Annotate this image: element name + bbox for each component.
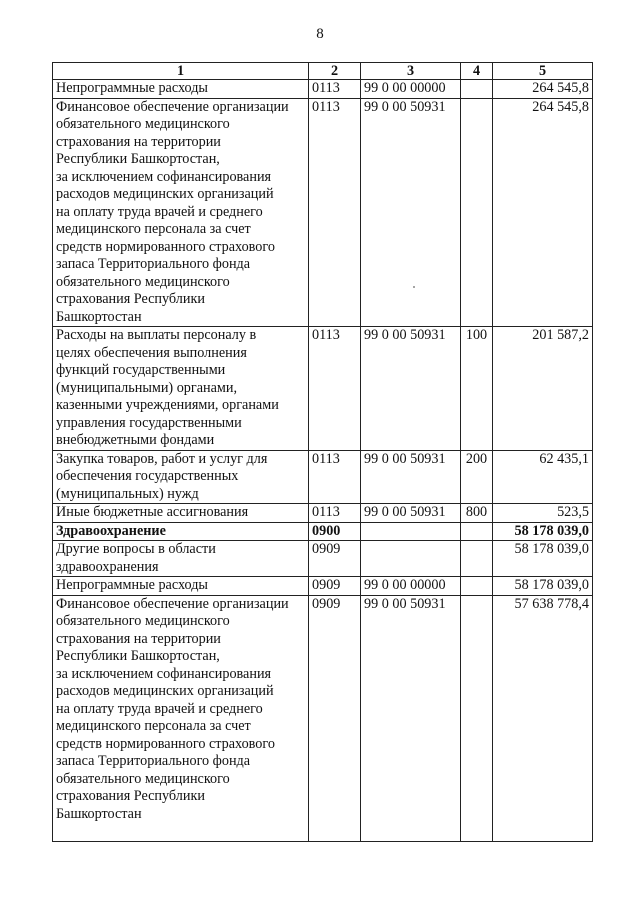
header-col-2: 2 (309, 63, 361, 80)
row-sum-cell: 264 545,8 (493, 98, 593, 327)
row-code-cell: 0113 (309, 98, 361, 327)
row-sum-cell: 58 178 039,0 (493, 541, 593, 577)
row-code-cell: 0909 (309, 541, 361, 577)
row-article-cell: 99 0 00 00000 (361, 80, 461, 99)
row-type-cell: 800 (461, 504, 493, 523)
row-name-cell: Финансовое обеспечение организации обязательного медицинского страхования на территории Республики Башкортостан, за исключением софинансирования расходов медицинских организаций на оплату труда врачей и среднего медицинского персонала за счет средств нормированного страхового запаса Территориального фонда обязательного медицинского страхования Республики Башкортостан (53, 595, 309, 842)
row-name-cell: Другие вопросы в области здравоохранения (53, 541, 309, 577)
row-code-cell: 0909 (309, 595, 361, 842)
table-row (53, 541, 593, 577)
row-article-cell: 99 0 00 00000 (361, 577, 461, 596)
row-name-cell: Иные бюджетные ассигнования (53, 504, 309, 523)
table-row (53, 98, 593, 327)
row-type-cell: 100 (461, 327, 493, 451)
row-article-cell: 99 0 00 50931 (361, 327, 461, 451)
row-article-cell: 99 0 00 50931 (361, 450, 461, 504)
row-code-cell: 0909 (309, 577, 361, 596)
row-name-cell: Непрограммные расходы (53, 577, 309, 596)
table-row (53, 595, 593, 842)
row-code-cell: 0113 (309, 327, 361, 451)
scan-speck (413, 286, 415, 288)
row-type-cell (461, 98, 493, 327)
row-sum-cell: 57 638 778,4 (493, 595, 593, 842)
row-article-cell (361, 522, 461, 541)
row-sum-cell: 58 178 039,0 (493, 577, 593, 596)
row-code-cell: 0900 (309, 522, 361, 541)
row-name-cell: Финансовое обеспечение организации обязательного медицинского страхования на территории Республики Башкортостан, за исключением софинансирования расходов медицинских организаций на оплату труда врачей и среднего медицинского персонала за счет средств нормированного страхового запаса Территориального фонда обязательного медицинского страхования Республики Башкортостан (53, 98, 309, 327)
row-name-cell: Здравоохранение (53, 522, 309, 541)
row-type-cell (461, 595, 493, 842)
row-code-cell: 0113 (309, 450, 361, 504)
row-sum-cell: 58 178 039,0 (493, 522, 593, 541)
table-row (53, 504, 593, 523)
header-col-5: 5 (493, 63, 593, 80)
row-sum-cell: 201 587,2 (493, 327, 593, 451)
row-sum-cell: 264 545,8 (493, 80, 593, 99)
budget-table (52, 62, 593, 842)
row-article-cell: 99 0 00 50931 (361, 504, 461, 523)
row-type-cell (461, 541, 493, 577)
row-code-cell: 0113 (309, 504, 361, 523)
row-name-cell: Расходы на выплаты персоналу в целях обеспечения выполнения функций государственными (муниципальными) органами, казенными учреждениями, органами управления государственными внебюджетными фондами (53, 327, 309, 451)
row-type-cell (461, 577, 493, 596)
row-article-cell: 99 0 00 50931 (361, 595, 461, 842)
table-row (53, 577, 593, 596)
row-type-cell: 200 (461, 450, 493, 504)
row-name-cell: Закупка товаров, работ и услуг для обеспечения государственных (муниципальных) нужд (53, 450, 309, 504)
table-row (53, 80, 593, 99)
table-row (53, 522, 593, 541)
row-name-cell: Непрограммные расходы (53, 80, 309, 99)
page-number: 8 (316, 26, 324, 42)
header-col-1: 1 (53, 63, 309, 80)
row-type-cell (461, 522, 493, 541)
row-sum-cell: 523,5 (493, 504, 593, 523)
header-col-4: 4 (461, 63, 493, 80)
row-sum-cell: 62 435,1 (493, 450, 593, 504)
row-code-cell: 0113 (309, 80, 361, 99)
table-row (53, 327, 593, 451)
header-col-3: 3 (361, 63, 461, 80)
row-article-cell: 99 0 00 50931 (361, 98, 461, 327)
table-row (53, 450, 593, 504)
row-type-cell (461, 80, 493, 99)
row-article-cell (361, 541, 461, 577)
table-header-row (53, 63, 593, 80)
